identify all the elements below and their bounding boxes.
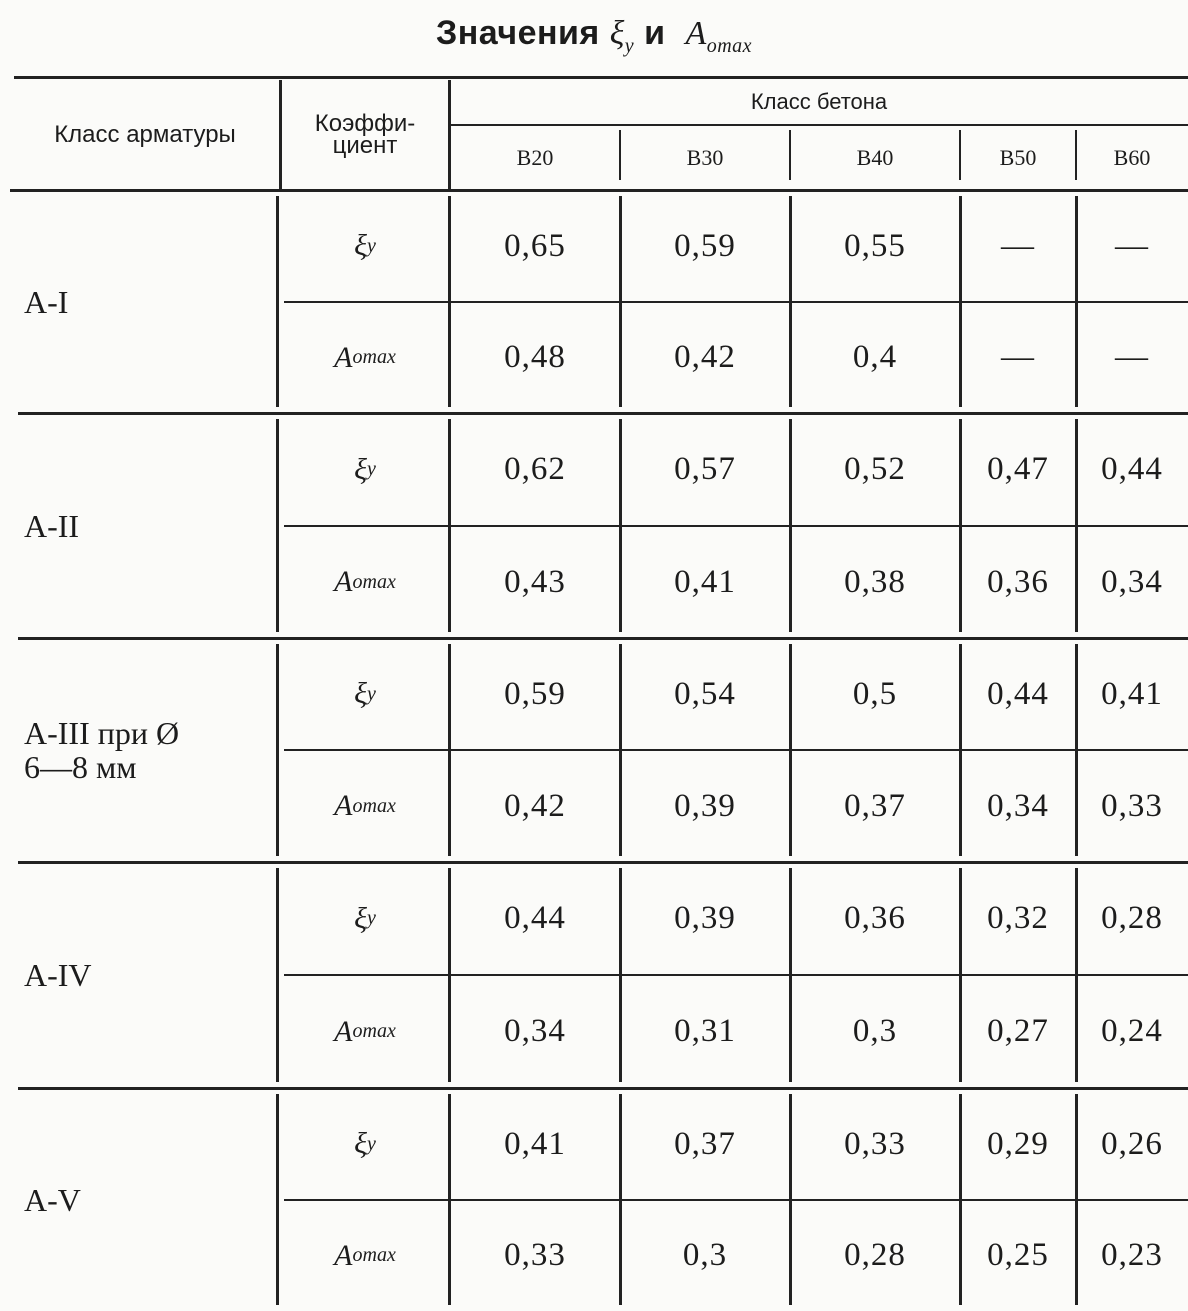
value-xi-b40: 0,55 (844, 227, 906, 264)
coefficient-xi-y: ξ y (354, 452, 376, 486)
value-a-b60: — (1115, 339, 1149, 375)
value-xi-b40: 0,33 (844, 1125, 906, 1162)
value-a-b30: 0,41 (674, 563, 736, 600)
value-xi-b20: 0,44 (504, 900, 566, 936)
value-a-b50: 0,34 (987, 787, 1049, 824)
value-xi-b60: 0,41 (1101, 675, 1163, 712)
value-xi-b50: 0,44 (987, 675, 1049, 712)
value-xi-b30: 0,37 (674, 1125, 736, 1162)
value-a-b20: 0,34 (504, 1013, 566, 1049)
value-a-b50: — (1001, 339, 1035, 375)
value-xi-b30: 0,54 (674, 675, 736, 712)
class-column-rule (276, 868, 279, 1082)
coefficient-a-omax: A omax (334, 1014, 396, 1048)
value-a-b40: 0,28 (844, 1237, 906, 1273)
value-xi-b20: 0,65 (504, 227, 566, 264)
title-text: Значения (435, 14, 600, 52)
concrete-class-b40: B40 (856, 145, 894, 170)
value-a-b50: 0,25 (987, 1237, 1049, 1273)
value-a-b20: 0,43 (504, 563, 566, 600)
value-a-b60: 0,33 (1101, 787, 1163, 824)
value-xi-b60: 0,44 (1101, 451, 1163, 487)
value-a-b20: 0,33 (504, 1237, 566, 1273)
reinforcement-class-label: A-III при Ø 6—8 мм (24, 715, 180, 785)
title-a-symbol: $A_{omax}$ (685, 15, 753, 57)
concrete-class-b20: B20 (516, 145, 554, 170)
value-a-b50: 0,27 (987, 1013, 1049, 1049)
value-xi-b30: 0,57 (674, 451, 736, 487)
value-xi-b40: 0,52 (844, 451, 906, 487)
header-coefficient: Коэффи- циент (314, 110, 416, 159)
coefficient-xi-y: ξ y (354, 901, 376, 935)
value-xi-b60: — (1115, 227, 1149, 264)
value-xi-b20: 0,62 (504, 451, 566, 487)
coefficient-a-omax: A omax (334, 1238, 396, 1272)
value-xi-b20: 0,59 (504, 675, 566, 712)
coefficient-a-omax: A omax (334, 340, 396, 374)
header-reinforcement-class: Класс арматуры (54, 121, 236, 148)
value-a-b40: 0,37 (844, 787, 906, 824)
value-a-b40: 0,38 (844, 563, 906, 600)
table-top-rule (14, 76, 1188, 79)
class-column-rule (276, 644, 279, 856)
class-column-rule (276, 1094, 279, 1305)
title-and: и (644, 14, 666, 52)
value-a-b20: 0,42 (504, 787, 566, 824)
concrete-class-b30: B30 (686, 145, 724, 170)
value-a-b30: 0,31 (674, 1013, 736, 1049)
value-xi-b50: 0,47 (987, 451, 1049, 487)
class-column-rule (276, 196, 279, 407)
value-a-b30: 0,39 (674, 787, 736, 824)
coefficient-xi-y: ξ y (354, 677, 376, 710)
value-xi-b40: 0,5 (852, 675, 898, 712)
header-concrete-class: Класс бетона (750, 89, 888, 114)
title-xi-symbol: $\xi_y$ (609, 15, 635, 57)
coefficient-a-omax: A omax (334, 565, 396, 598)
coefficient-a-omax: A omax (334, 789, 396, 822)
value-a-b30: 0,3 (682, 1237, 728, 1273)
table-title (0, 14, 1188, 58)
value-xi-b30: 0,59 (674, 227, 736, 264)
concrete-class-b50: B50 (999, 145, 1037, 170)
value-a-b30: 0,42 (674, 339, 736, 375)
value-xi-b60: 0,26 (1101, 1125, 1163, 1162)
reinforcement-class-label: A-V (24, 1181, 81, 1218)
value-xi-b20: 0,41 (504, 1125, 566, 1162)
value-xi-b50: 0,29 (987, 1125, 1049, 1162)
value-xi-b30: 0,39 (674, 900, 736, 936)
coefficient-xi-y: ξ y (354, 229, 376, 262)
value-xi-b50: 0,32 (987, 900, 1049, 936)
value-xi-b50: — (1001, 227, 1035, 264)
value-xi-b60: 0,28 (1101, 900, 1163, 936)
header-divider-class (279, 80, 282, 190)
value-a-b60: 0,34 (1101, 563, 1163, 600)
value-xi-b40: 0,36 (844, 900, 906, 936)
value-a-b60: 0,23 (1101, 1237, 1163, 1273)
value-a-b40: 0,4 (852, 339, 898, 375)
reinforcement-class-label: A-I (24, 283, 69, 320)
value-a-b50: 0,36 (987, 563, 1049, 600)
value-a-b60: 0,24 (1101, 1013, 1163, 1049)
class-column-rule (276, 419, 279, 632)
coefficient-xi-y: ξ y (354, 1127, 376, 1160)
concrete-class-b60: B60 (1113, 145, 1151, 170)
value-a-b20: 0,48 (504, 339, 566, 375)
value-a-b40: 0,3 (852, 1013, 898, 1049)
reinforcement-class-label: A-IV (24, 957, 92, 993)
reinforcement-class-label: A-II (24, 507, 80, 544)
